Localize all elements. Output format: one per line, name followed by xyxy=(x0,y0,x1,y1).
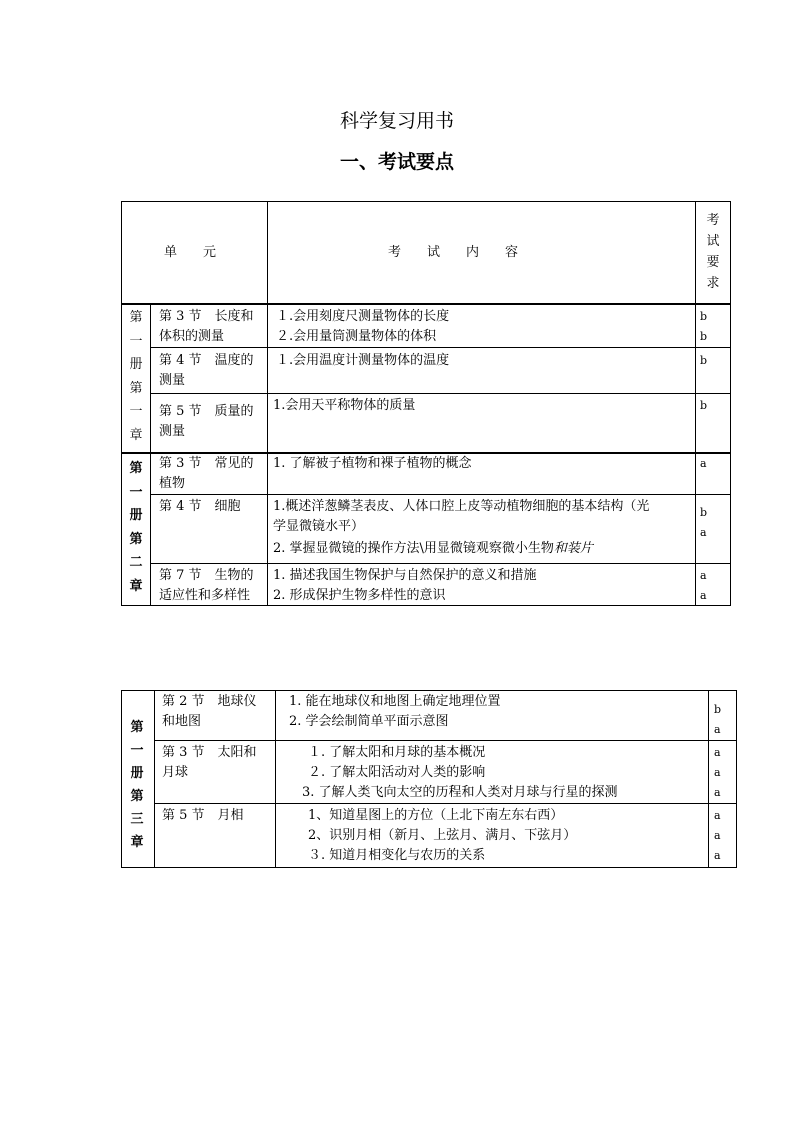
column-divider xyxy=(150,304,151,606)
row-divider xyxy=(154,803,737,804)
header-requirement: 考 试 要 求 xyxy=(706,213,720,291)
requirement-level: b a xyxy=(700,506,708,539)
content-items: 1. 能在地球仪和地图上确定地理位置 2. 学会绘制简单平面示意图 xyxy=(289,694,501,729)
column-divider xyxy=(275,690,276,868)
section-name: 第 7 节 生物的 适应性和多样性 xyxy=(159,568,254,603)
chapter-label: 第 一 册 第 一 章 xyxy=(129,310,143,443)
section-name: 第 5 节 月相 xyxy=(162,808,244,823)
section-name: 第 5 节 质量的 测量 xyxy=(159,404,254,439)
section-heading: 一、考试要点 xyxy=(339,151,454,173)
content-items: １. 了解太阳和月球的基本概况 ２. 了解太阳活动对人类的影响 3. 了解人类飞向太空的历程和人类对月球与行星的探测 xyxy=(302,745,618,800)
column-divider xyxy=(708,690,709,868)
content-items: 1.概述洋葱鳞茎表皮、人体口腔上皮等动植物细胞的基本结构（光 学显微镜水平） 2. 掌握显微镜的操作方法\用显微镜观察微小生物和装片 xyxy=(273,499,650,556)
content-items: １.会用刻度尺测量物体的长度 ２.会用量筒测量物体的体积 xyxy=(276,309,450,344)
content-items: 1. 了解被子植物和裸子植物的概念 xyxy=(273,456,472,471)
requirement-level: a xyxy=(700,457,707,470)
content-items: １.会用温度计测量物体的温度 xyxy=(276,353,450,368)
requirement-level: b xyxy=(700,399,708,412)
column-divider xyxy=(695,201,696,606)
requirement-level: a a xyxy=(700,569,707,602)
section-name: 第 3 节 常见的 植物 xyxy=(159,456,254,491)
requirement-level: a a a xyxy=(714,746,721,799)
requirement-level: a a a xyxy=(714,809,721,862)
column-divider xyxy=(267,201,268,606)
section-name: 第 3 节 长度和 体积的测量 xyxy=(159,309,254,344)
row-divider xyxy=(150,563,731,564)
row-divider xyxy=(150,347,731,348)
row-divider xyxy=(154,740,737,741)
chapter-label: 第 一 册 第 三 章 xyxy=(130,720,144,850)
document-title: 科学复习用书 xyxy=(339,110,454,132)
requirement-level: b a xyxy=(714,703,722,736)
content-items: 1.会用天平称物体的质量 xyxy=(273,398,416,413)
section-name: 第 2 节 地球仪 和地图 xyxy=(162,694,257,729)
header-unit: 单 元 xyxy=(164,245,217,260)
section-name: 第 3 节 太阳和 月球 xyxy=(162,745,257,780)
section-name: 第 4 节 温度的 测量 xyxy=(159,353,254,388)
row-divider xyxy=(150,494,731,495)
header-divider xyxy=(121,303,731,305)
requirement-level: b b xyxy=(700,310,708,343)
header-content: 考 试 内 容 xyxy=(388,245,519,260)
content-items: 1、知道星图上的方位（上北下南左东右西） 2、识别月相（新月、上弦月、满月、下弦月） ３. 知道月相变化与农历的关系 xyxy=(308,808,577,863)
column-divider xyxy=(154,690,155,868)
requirement-level: b xyxy=(700,354,708,367)
row-divider xyxy=(150,393,731,394)
section-name: 第 4 节 细胞 xyxy=(159,499,241,514)
chapter-label: 第 一 册 第 二 章 xyxy=(129,461,143,594)
content-items: 1. 描述我国生物保护与自然保护的意义和措施 2. 形成保护生物多样性的意识 xyxy=(273,568,537,603)
